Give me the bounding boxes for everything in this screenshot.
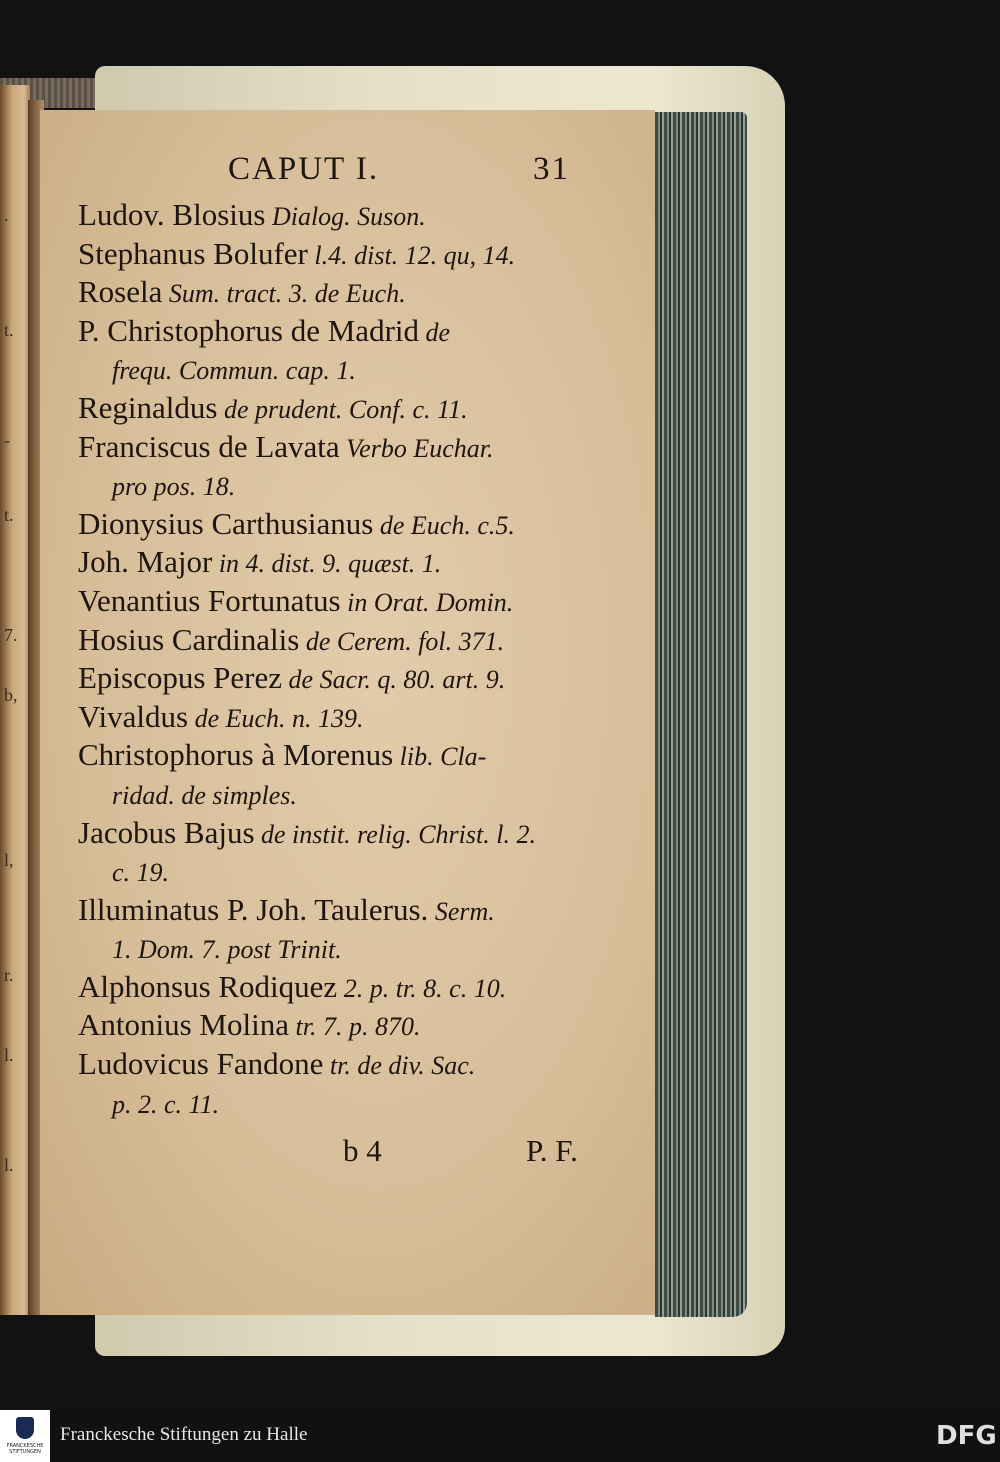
citation-line xyxy=(78,736,623,775)
citation-line xyxy=(78,235,623,274)
citation-reference: 1. Dom. 7. post Trinit. xyxy=(112,935,342,965)
citation-author: Reginaldus xyxy=(78,389,218,425)
citation-reference: de instit. relig. Christ. l. 2. xyxy=(254,819,536,849)
citation-line xyxy=(78,543,623,582)
left-page-mark: t. xyxy=(4,320,14,340)
left-page-mark: l. xyxy=(4,1045,14,1065)
citation-author: Illuminatus P. Joh. Taulerus. xyxy=(78,891,429,927)
citation-line xyxy=(78,1084,623,1123)
page-edges xyxy=(655,112,747,1317)
citation-line xyxy=(78,968,623,1007)
citation-reference: Serm. xyxy=(428,896,495,926)
dfg-logo[interactable]: DFG xyxy=(936,1421,997,1451)
citation-line xyxy=(78,929,623,968)
institution-logo[interactable] xyxy=(0,1410,50,1462)
citation-reference: Verbo Euchar. xyxy=(339,433,494,463)
left-page-mark: l. xyxy=(4,1155,14,1175)
citation-reference: de Cerem. fol. 371. xyxy=(299,626,505,656)
citation-author: Episcopus Perez xyxy=(78,660,283,696)
citation-author: Rosela xyxy=(78,274,163,310)
citation-line xyxy=(78,814,623,853)
left-page-mark: - xyxy=(4,430,10,450)
citation-author: Venantius Fortunatus xyxy=(78,582,341,618)
emblem-icon xyxy=(16,1417,34,1439)
citation-author: Ludov. Blosius xyxy=(78,197,266,232)
citation-line xyxy=(78,659,623,698)
citation-reference: pro pos. 18. xyxy=(112,472,236,502)
left-page-mark: r. xyxy=(4,965,14,985)
logo-text: FRANCKESCHE STIFTUNGEN xyxy=(6,1443,44,1455)
citation-line xyxy=(78,505,623,544)
citation-author: Christophorus à Morenus xyxy=(78,737,394,773)
left-page-mark: b, xyxy=(4,685,18,705)
citation-author: Joh. Major xyxy=(78,544,213,580)
signature-mark: b 4 xyxy=(343,1133,382,1169)
citation-reference: l.4. dist. 12. qu, 14. xyxy=(307,240,516,270)
citation-line xyxy=(78,273,623,312)
page-text xyxy=(78,150,623,1176)
citation-author: Hosius Cardinalis xyxy=(78,621,300,657)
left-page-edge xyxy=(0,85,30,1315)
citation-author: P. Christophorus de Madrid xyxy=(78,312,419,348)
citation-reference: frequ. Commun. cap. 1. xyxy=(112,356,356,386)
page-footer xyxy=(78,1132,623,1176)
citation-reference: de Euch. c.5. xyxy=(373,510,515,540)
citation-author: Antonius Molina xyxy=(78,1007,289,1043)
citation-reference: Sum. tract. 3. de Euch. xyxy=(162,279,406,309)
citation-author: Franciscus de Lavata xyxy=(78,428,340,464)
citation-author: Dionysius Carthusianus xyxy=(78,505,374,541)
citation-reference: de prudent. Conf. c. 11. xyxy=(217,394,468,424)
citation-reference: de xyxy=(419,317,451,347)
citation-reference: Dialog. Suson. xyxy=(265,202,426,231)
citation-reference: c. 19. xyxy=(112,858,170,888)
citation-reference: p. 2. c. 11. xyxy=(112,1089,220,1119)
running-head-title: CAPUT I. xyxy=(228,151,380,187)
citation-reference: tr. de div. Sac. xyxy=(323,1051,476,1081)
citation-reference: lib. Cla- xyxy=(393,742,487,772)
left-page-mark: l, xyxy=(4,850,14,870)
citation-line xyxy=(78,389,623,428)
citation-author: Stephanus Bolufer xyxy=(78,235,308,271)
citation-author: Ludovicus Fandone xyxy=(78,1046,324,1082)
left-page-mark: t. xyxy=(4,505,14,525)
citation-reference: 2. p. tr. 8. c. 10. xyxy=(337,973,507,1003)
citation-line xyxy=(78,350,623,389)
citation-line xyxy=(78,466,623,505)
citation-line xyxy=(78,891,623,930)
citation-line xyxy=(78,852,623,891)
running-head xyxy=(78,150,623,196)
citation-line xyxy=(78,582,623,621)
citation-author: Vivaldus xyxy=(78,698,189,734)
viewer-footer xyxy=(0,1410,1000,1462)
citation-reference: ridad. de simples. xyxy=(112,780,297,810)
page-number: 31 xyxy=(533,151,570,187)
citation-line xyxy=(78,698,623,737)
citation-reference: de Euch. n. 139. xyxy=(188,703,364,733)
left-page-mark: . xyxy=(4,205,9,225)
left-page-mark: 7. xyxy=(4,625,18,645)
citation-reference: de Sacr. q. 80. art. 9. xyxy=(282,665,506,695)
institution-link[interactable]: Franckesche Stiftungen zu Halle xyxy=(60,1424,308,1445)
citation-line xyxy=(78,775,623,814)
citation-line xyxy=(78,312,623,351)
citation-line xyxy=(78,428,623,467)
citation-list xyxy=(78,196,623,1122)
citation-reference: tr. 7. p. 870. xyxy=(288,1012,421,1042)
catchword: P. F. xyxy=(526,1133,578,1169)
citation-reference: in Orat. Domin. xyxy=(340,587,514,617)
citation-line xyxy=(78,1006,623,1045)
citation-line xyxy=(78,196,623,235)
citation-line xyxy=(78,621,623,660)
citation-line xyxy=(78,1045,623,1084)
citation-author: Jacobus Bajus xyxy=(78,814,255,850)
citation-reference: in 4. dist. 9. quæst. 1. xyxy=(212,549,442,579)
citation-author: Alphonsus Rodiquez xyxy=(78,968,338,1004)
